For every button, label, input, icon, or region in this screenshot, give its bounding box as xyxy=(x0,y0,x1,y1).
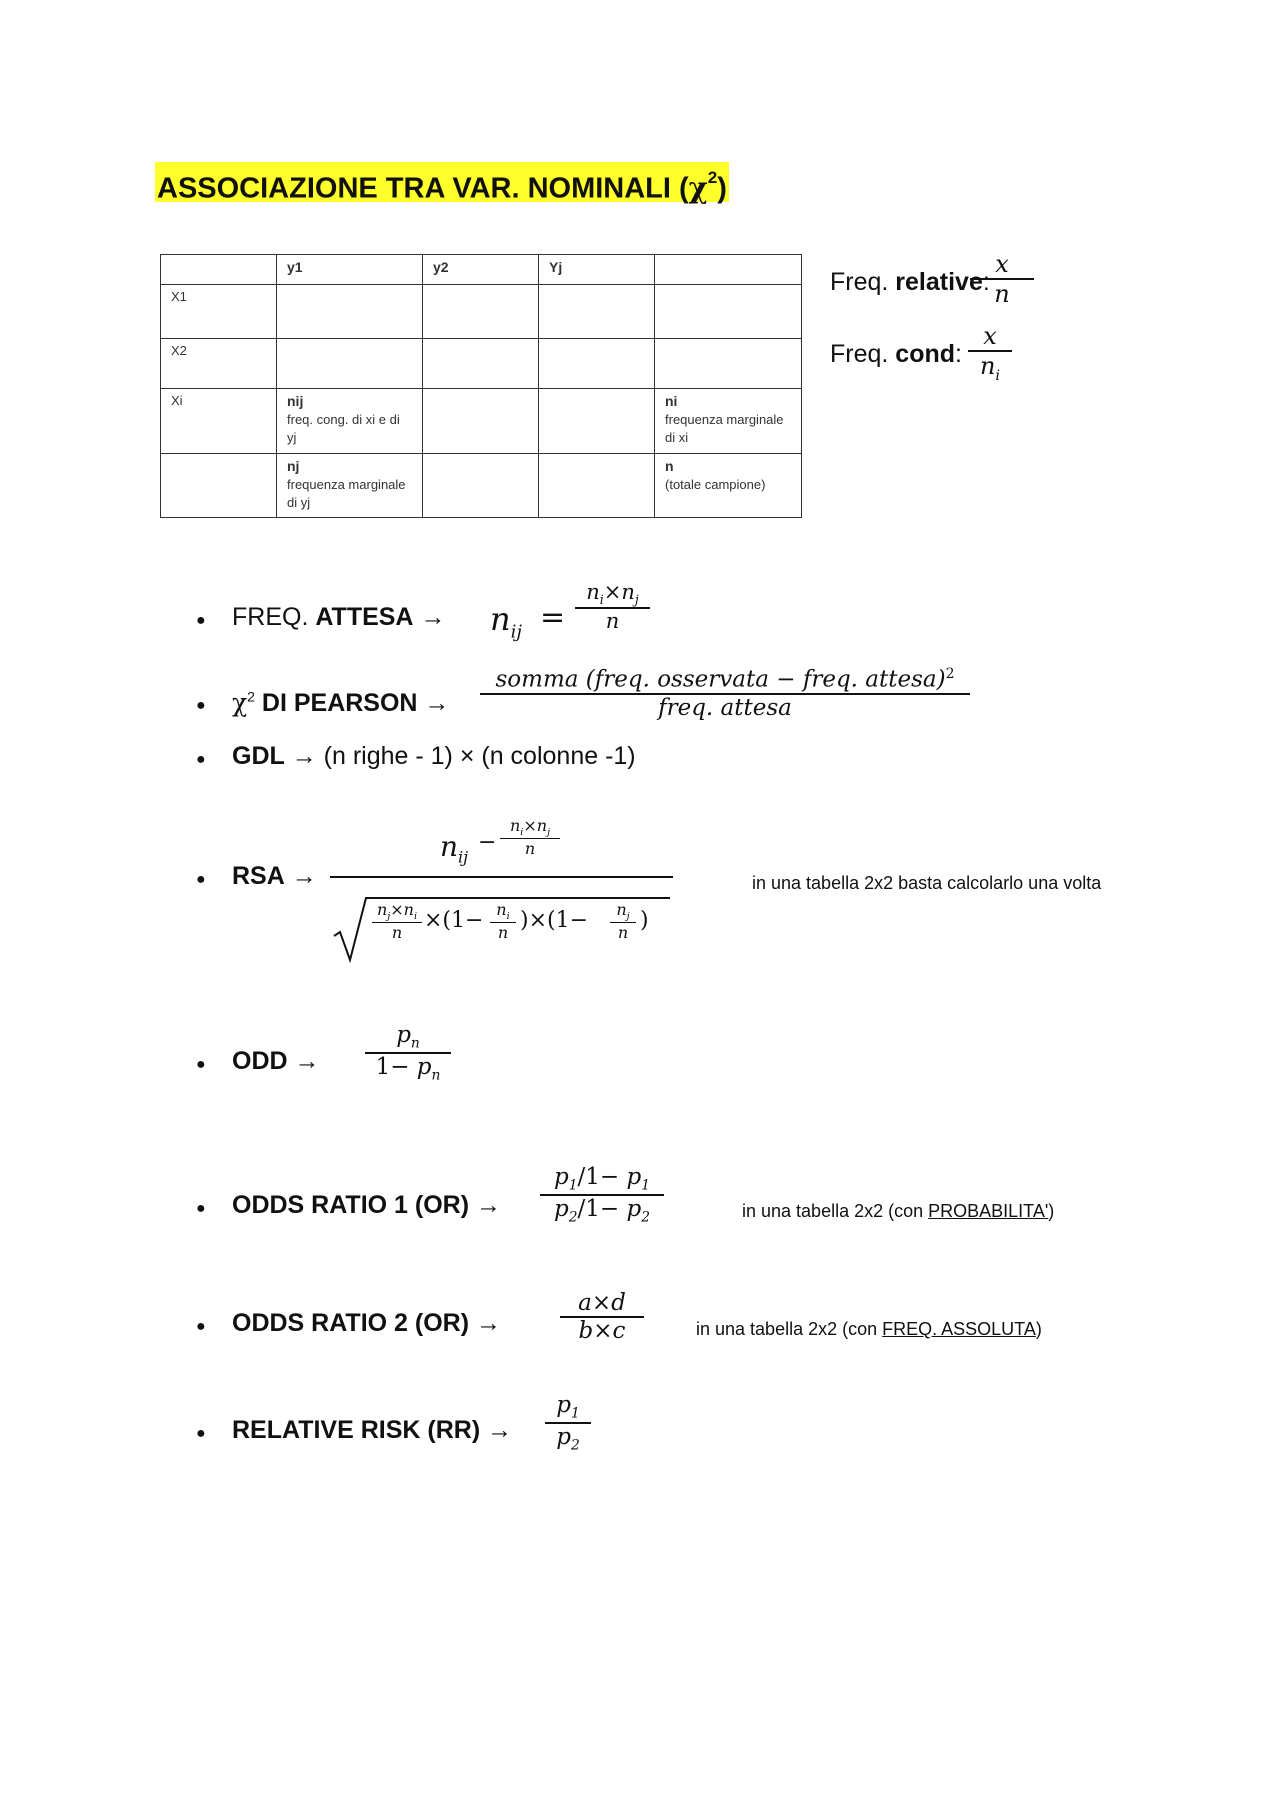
row-label: X2 xyxy=(161,339,277,389)
table-cell xyxy=(655,339,802,389)
rsa-formula: $n_{ij}$ − $n_i\times n_j$ n $n_j\times n_i$ n ×(1− $n_i$ n )×(1− $n_j$ n ) xyxy=(330,808,675,968)
bullet-icon: ● xyxy=(196,1318,206,1335)
table-cell xyxy=(423,389,539,454)
table-cell xyxy=(161,255,277,285)
or1-label: ODDS RATIO 1 (OR) → xyxy=(232,1191,501,1219)
pearson-fraction: somma (freq. osservata − freq. attesa)$^2$ freq. attesa xyxy=(480,666,970,721)
table-header-cell: y1 xyxy=(277,255,423,285)
bullet-icon: ● xyxy=(196,871,206,888)
bullet-icon: ● xyxy=(196,1200,206,1217)
table-header-cell: Yj xyxy=(539,255,655,285)
freq-relative-label: Freq. relative: xyxy=(830,268,990,296)
table-row xyxy=(161,255,802,285)
table-cell xyxy=(539,285,655,339)
or1-fraction: $\frac{p_1/1- p_1}{p_2/1- p_2}$ xyxy=(540,1164,664,1225)
or2-label: ODDS RATIO 2 (OR) → xyxy=(232,1309,501,1337)
table-cell xyxy=(539,389,655,454)
table-row xyxy=(161,389,802,454)
rsa-note: in una tabella 2x2 basta calcolarlo una volta xyxy=(752,873,1102,893)
freq-cond-label: Freq. cond: xyxy=(830,340,962,368)
rsa-label: RSA → xyxy=(232,862,317,890)
or2-fraction: $\frac{a\times d}{b\times c}$ xyxy=(560,1290,644,1344)
row-label: Xi xyxy=(161,389,277,454)
freq-cond-fraction: $\frac{x}{n_i}$ xyxy=(968,322,1012,384)
table-cell xyxy=(161,454,277,518)
table-cell xyxy=(539,454,655,518)
freq-relative-fraction: $\frac{x}{n}$ xyxy=(970,250,1034,308)
table-row xyxy=(161,339,802,389)
rr-fraction: $\frac{p_1}{p_2}$ xyxy=(545,1392,591,1453)
ni-cell: ni frequenza marginale di xi xyxy=(655,389,802,454)
bullet-icon: ● xyxy=(196,697,206,714)
row-label: X1 xyxy=(161,285,277,339)
table-cell xyxy=(423,339,539,389)
table-cell xyxy=(277,285,423,339)
nij-cell: nij freq. cong. di xi e di yj xyxy=(277,389,423,454)
odd-fraction: $\frac{p_n}{1- p_n}$ xyxy=(365,1022,451,1083)
table-header-cell: y2 xyxy=(423,255,539,285)
table-cell xyxy=(539,339,655,389)
table-row xyxy=(161,454,802,518)
table-cell xyxy=(277,339,423,389)
table-cell xyxy=(655,255,802,285)
gdl-label: GDL → (n righe - 1) × (n colonne -1) xyxy=(232,742,636,770)
table-cell xyxy=(423,285,539,339)
rr-label: RELATIVE RISK (RR) → xyxy=(232,1416,513,1444)
nj-cell: nj frequenza marginale di yj xyxy=(277,454,423,518)
or1-note: in una tabella 2x2 (con PROBABILITA') xyxy=(742,1201,1055,1221)
or2-note: in una tabella 2x2 (con FREQ. ASSOLUTA) xyxy=(696,1319,1042,1339)
odd-label: ODD → xyxy=(232,1047,320,1075)
table-cell xyxy=(655,285,802,339)
n-cell: n (totale campione) xyxy=(655,454,802,518)
contingency-table xyxy=(160,254,802,518)
pearson-label: $\chi^2$ DI PEARSON → xyxy=(232,688,450,717)
page-title: ASSOCIAZIONE TRA VAR. NOMINALI $(\chi^2)$ xyxy=(155,162,729,202)
bullet-icon: ● xyxy=(196,751,206,768)
table-cell xyxy=(423,454,539,518)
bullet-icon: ● xyxy=(196,1425,206,1442)
freq-attesa-label: FREQ. ATTESA → xyxy=(232,603,446,631)
bullet-icon: ● xyxy=(196,1056,206,1073)
table-row xyxy=(161,285,802,339)
bullet-icon: ● xyxy=(196,612,206,629)
